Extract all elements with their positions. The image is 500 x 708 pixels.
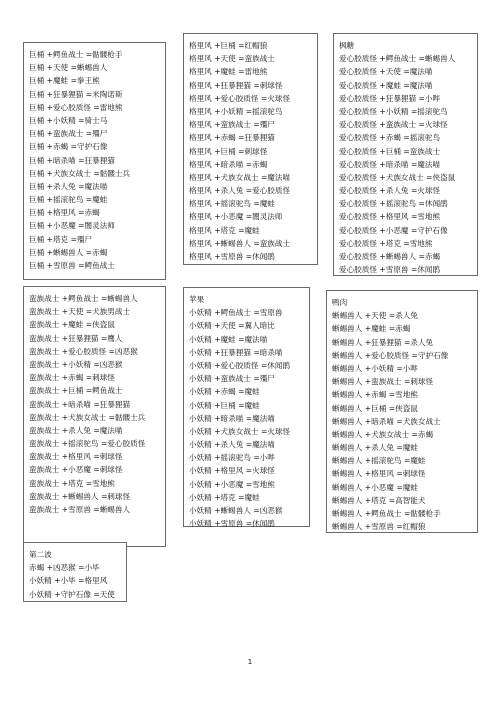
recipe-line: 小妖精 +小毕 =格里风	[29, 576, 108, 586]
recipe-line: 赤蝎 +凶恶猴 =小毕	[29, 563, 100, 573]
recipe-line: 巨桶 +杀人兔 =魔法喵	[29, 181, 108, 191]
section-title: 鸭肉	[332, 298, 348, 307]
recipe-line: 格里风 +蛮族战士 =殭尸	[189, 120, 275, 130]
recipe-line: 小妖精 +狂暴狸猫 =暗杀喵	[189, 347, 283, 357]
recipe-line: 小妖精 +守护石像 =天使	[29, 589, 115, 599]
recipe-line: 蛮族战士 +杀人兔 =魔法喵	[29, 425, 123, 435]
recipe-line: 蜥蜴兽人 +狂暴狸猫 =杀人兔	[332, 337, 434, 347]
recipe-line: 小妖精 +摇滚驼鸟 =小哔	[189, 453, 275, 463]
recipe-line: 小妖精 +塔克 =魔蛙	[189, 492, 260, 502]
recipe-line: 巨桶 +爱心胶质怪 =雷地熊	[29, 102, 123, 112]
recipe-line: 蜥蜴兽人 +爱心胶质怪 =守护石像	[332, 350, 449, 360]
recipe-line: 爱心胶质怪 +小妖精 =摇滚驼鸟	[339, 106, 448, 116]
recipe-line: 格里风 +暗杀喵 =赤蝎	[189, 159, 268, 169]
recipe-line: 蜥蜴兽人 +小恶魔 =魔蛙	[332, 482, 418, 492]
recipe-line: 蛮族战士 +小恶魔 =刺球怪	[29, 465, 123, 475]
recipe-line: 巨桶 +小妖精 =骑士马	[29, 115, 108, 125]
recipe-line: 蛮族战士 +格里风 =刺球怪	[29, 452, 123, 462]
recipe-line: 蜥蜴兽人 +鳄鱼战士 =骷髅枪手	[332, 509, 441, 518]
recipe-line: 巨桶 +暗杀喵 =狂暴狸猫	[29, 155, 115, 165]
recipe-line: 蛮族战士 +狂暴狸猫 =鹰人	[29, 333, 123, 343]
recipe-line: 格里风 +犬族女战士 =魔法喵	[189, 172, 291, 182]
recipe-box-2	[183, 33, 318, 265]
recipe-line: 蛮族战士 +暗杀喵 =狂暴狸猫	[29, 399, 131, 409]
recipe-line: 蛮族战士 +魔蛙 =侠盗鼠	[29, 320, 115, 330]
recipe-line: 蛮族战士 +摇滚驼鸟 =爱心胶质怪	[29, 439, 146, 449]
recipe-line: 蛮族战士 +鳄鱼战士 =蜥蜴兽人	[29, 294, 138, 303]
recipe-line: 格里风 +巨桶 =红帽狼	[189, 41, 268, 50]
recipe-line: 爱心胶质怪 +犬族女战士 =侠盗鼠	[339, 172, 456, 182]
recipe-box-1	[23, 42, 166, 280]
section-title: 第二波	[29, 550, 52, 559]
recipe-line: 蛮族战士 +巨桶 =鳄鱼战士	[29, 386, 123, 396]
recipe-line: 巨桶 +蜥蜴兽人 =赤蝎	[29, 247, 108, 257]
recipe-line: 蜥蜴兽人 +暗杀喵 =犬族女战士	[332, 416, 441, 426]
recipe-line: 格里风 +爱心胶质怪 =火球怪	[189, 93, 291, 103]
recipe-line: 格里风 +塔克 =魔蛙	[189, 225, 260, 235]
recipe-line: 蜥蜴兽人 +犬族女战士 =赤蝎	[332, 429, 434, 439]
recipe-line: 巨桶 +格里风 =赤蝎	[29, 208, 100, 218]
recipe-line: 蛮族战士 +蜥蜴兽人 =刺球怪	[29, 491, 131, 501]
recipe-line: 蜥蜴兽人 +塔克 =高智能犬	[332, 495, 426, 505]
recipe-line: 小妖精 +格里风 =火球怪	[189, 466, 275, 476]
recipe-line: 爱心胶质怪 +巨桶 =蛮族战士	[339, 146, 441, 156]
recipe-line: 小妖精 +巨桶 =魔蛙	[189, 400, 260, 410]
recipe-line: 蛮族战士 +犬族女战士 =骷髅士兵	[29, 412, 146, 422]
recipe-line: 爱心胶质怪 +狂暴狸猫 =小哔	[339, 93, 441, 103]
recipe-line: 巨桶 +犬族女战士 =骷髅士兵	[29, 168, 131, 178]
recipe-line: 格里风 +雪原兽 =休闻鹃	[189, 252, 275, 261]
recipe-line: 爱心胶质怪 +蜥蜴兽人 =赤蝎	[339, 252, 441, 261]
page-number: 1	[247, 658, 253, 666]
recipe-line: 巨桶 +狂暴狸猫 =米陶诺斯	[29, 89, 123, 99]
recipe-line: 小妖精 +蜥蜴兽人 =凶恶猴	[189, 506, 283, 515]
recipe-box-second-wave	[23, 542, 127, 602]
recipe-line: 蛮族战士 +塔克 =雪地熊	[29, 478, 115, 488]
recipe-line: 蛮族战士 +雪原兽 =蜥蜴兽人	[29, 505, 131, 514]
recipe-line: 爱心胶质怪 +赤蝎 =摇滚驼鸟	[339, 133, 441, 143]
recipe-line: 巨桶 +鳄鱼战士 =骷髅枪手	[29, 50, 123, 59]
recipe-line: 爱心胶质怪 +塔克 =雪地熊	[339, 238, 433, 248]
recipe-line: 爱心胶质怪 +格里风 =雪地熊	[339, 212, 441, 222]
recipe-line: 爱心胶质怪 +小恶魔 =守护石像	[339, 225, 448, 235]
recipe-line: 格里风 +杀人兔 =爱心胶质怪	[189, 186, 291, 196]
recipe-line: 巨桶 +赤蝎 =守护石像	[29, 142, 108, 152]
recipe-line: 格里风 +摇滚驼鸟 =魔蛙	[189, 199, 275, 209]
recipe-line: 小妖精 +鳄鱼战士 =雪原兽	[189, 308, 283, 318]
recipe-line: 格里风 +天使 =蛮族战士	[189, 54, 275, 64]
recipe-line: 小妖精 +雪原兽 =休闻鹃	[189, 519, 275, 529]
recipe-line: 蜥蜴兽人 +蛮族战士 =刺球怪	[332, 377, 434, 387]
recipe-line: 巨桶 +塔克 =殭尸	[29, 234, 93, 244]
recipe-line: 蜥蜴兽人 +天使 =杀人兔	[332, 311, 418, 321]
recipe-line: 格里风 +赤蝎 =狂暴狸猫	[189, 133, 275, 143]
recipe-line: 蜥蜴兽人 +杀人兔 =魔蛙	[332, 443, 418, 453]
recipe-line: 巨桶 +雪原兽 =鳄鱼战士	[29, 261, 115, 270]
recipe-line: 巨桶 +蛮族战士 =殭尸	[29, 129, 108, 139]
section-title: 枫糖	[339, 41, 355, 50]
recipe-line: 蜥蜴兽人 +格里风 =刺球怪	[332, 469, 426, 479]
recipe-line: 小妖精 +小恶魔 =雪地熊	[189, 479, 275, 489]
recipe-line: 巨桶 +摇滚驼鸟 =魔蛙	[29, 195, 108, 205]
recipe-line: 格里风 +狂暴狸猫 =刺球怪	[189, 80, 283, 90]
recipe-line: 小妖精 +犬族女战士 =火球怪	[189, 426, 291, 436]
recipe-line: 小妖精 +杀人兔 =魔法喵	[189, 440, 275, 450]
recipe-line: 蛮族战士 +天使 =犬族男战士	[29, 307, 131, 317]
recipe-line: 小妖精 +蛮族战士 =殭尸	[189, 374, 275, 384]
recipe-line: 蛮族战士 +赤蝎 =刺球怪	[29, 373, 115, 383]
recipe-box-duck	[326, 290, 478, 533]
recipe-line: 爱心胶质怪 +蛮族战士 =火球怪	[339, 120, 448, 130]
recipe-line: 蜥蜴兽人 +魔蛙 =赤蝎	[332, 324, 411, 334]
recipe-line: 巨桶 +魔蛙 =拳王熊	[29, 76, 100, 86]
section-title: 苹果	[189, 295, 205, 304]
recipe-line: 爱心胶质怪 +杀人兔 =火球怪	[339, 186, 441, 196]
recipe-line: 巨桶 +小恶魔 =闇灵法师	[29, 221, 115, 231]
recipe-line: 蛮族战士 +爱心胶质怪 =凶恶猴	[29, 346, 138, 356]
recipe-box-maple	[333, 33, 478, 276]
recipe-line: 小妖精 +暗杀喵 =魔法喵	[189, 413, 275, 423]
recipe-line: 爱心胶质怪 +摇滚驼鸟 =休闻鹃	[339, 199, 448, 209]
recipe-line: 蜥蜴兽人 +赤蝎 =雪地熊	[332, 390, 418, 400]
recipe-line: 格里风 +小恶魔 =闇灵法师	[189, 212, 283, 222]
recipe-line: 小妖精 +爱心胶质怪 =休闻鹃	[189, 360, 291, 370]
recipe-box-4	[23, 286, 166, 547]
recipe-box-apple	[183, 287, 310, 527]
recipe-line: 巨桶 +天使 =蜥蜴兽人	[29, 63, 108, 73]
recipe-line: 格里风 +巨桶 =刺球怪	[189, 146, 268, 156]
recipe-line: 蜥蜴兽人 +巨桶 =侠盗鼠	[332, 403, 418, 413]
recipe-line: 蜥蜴兽人 +雪原兽 =红帽狼	[332, 522, 426, 532]
recipe-line: 爱心胶质怪 +天使 =魔法喵	[339, 67, 433, 77]
recipe-line: 爱心胶质怪 +雪原兽 =休闻鹃	[339, 265, 441, 275]
recipe-line: 小妖精 +赤蝎 =魔蛙	[189, 387, 260, 397]
recipe-line: 蛮族战士 +小妖精 =凶恶猴	[29, 359, 123, 369]
recipe-line: 蜥蜴兽人 +小妖精 =小哔	[332, 363, 418, 373]
recipe-line: 格里风 +小妖精 =摇滚驼鸟	[189, 106, 283, 116]
recipe-line: 爱心胶质怪 +魔蛙 =魔法喵	[339, 80, 433, 90]
recipe-line: 小妖精 +魔蛙 =魔法喵	[189, 334, 268, 344]
recipe-line: 小妖精 +天使 =翼人暗比	[189, 321, 275, 331]
recipe-line: 爱心胶质怪 +鳄鱼战士 =蜥蜴兽人	[339, 54, 456, 64]
recipe-line: 格里风 +魔蛙 =雷地熊	[189, 67, 268, 77]
recipe-line: 格里风 +蜥蜴兽人 =蛮族战士	[189, 238, 291, 248]
recipe-line: 蜥蜴兽人 +摇滚驼鸟 =魔蛙	[332, 456, 426, 466]
recipe-line: 爱心胶质怪 +暗杀喵 =魔法喵	[339, 159, 441, 169]
